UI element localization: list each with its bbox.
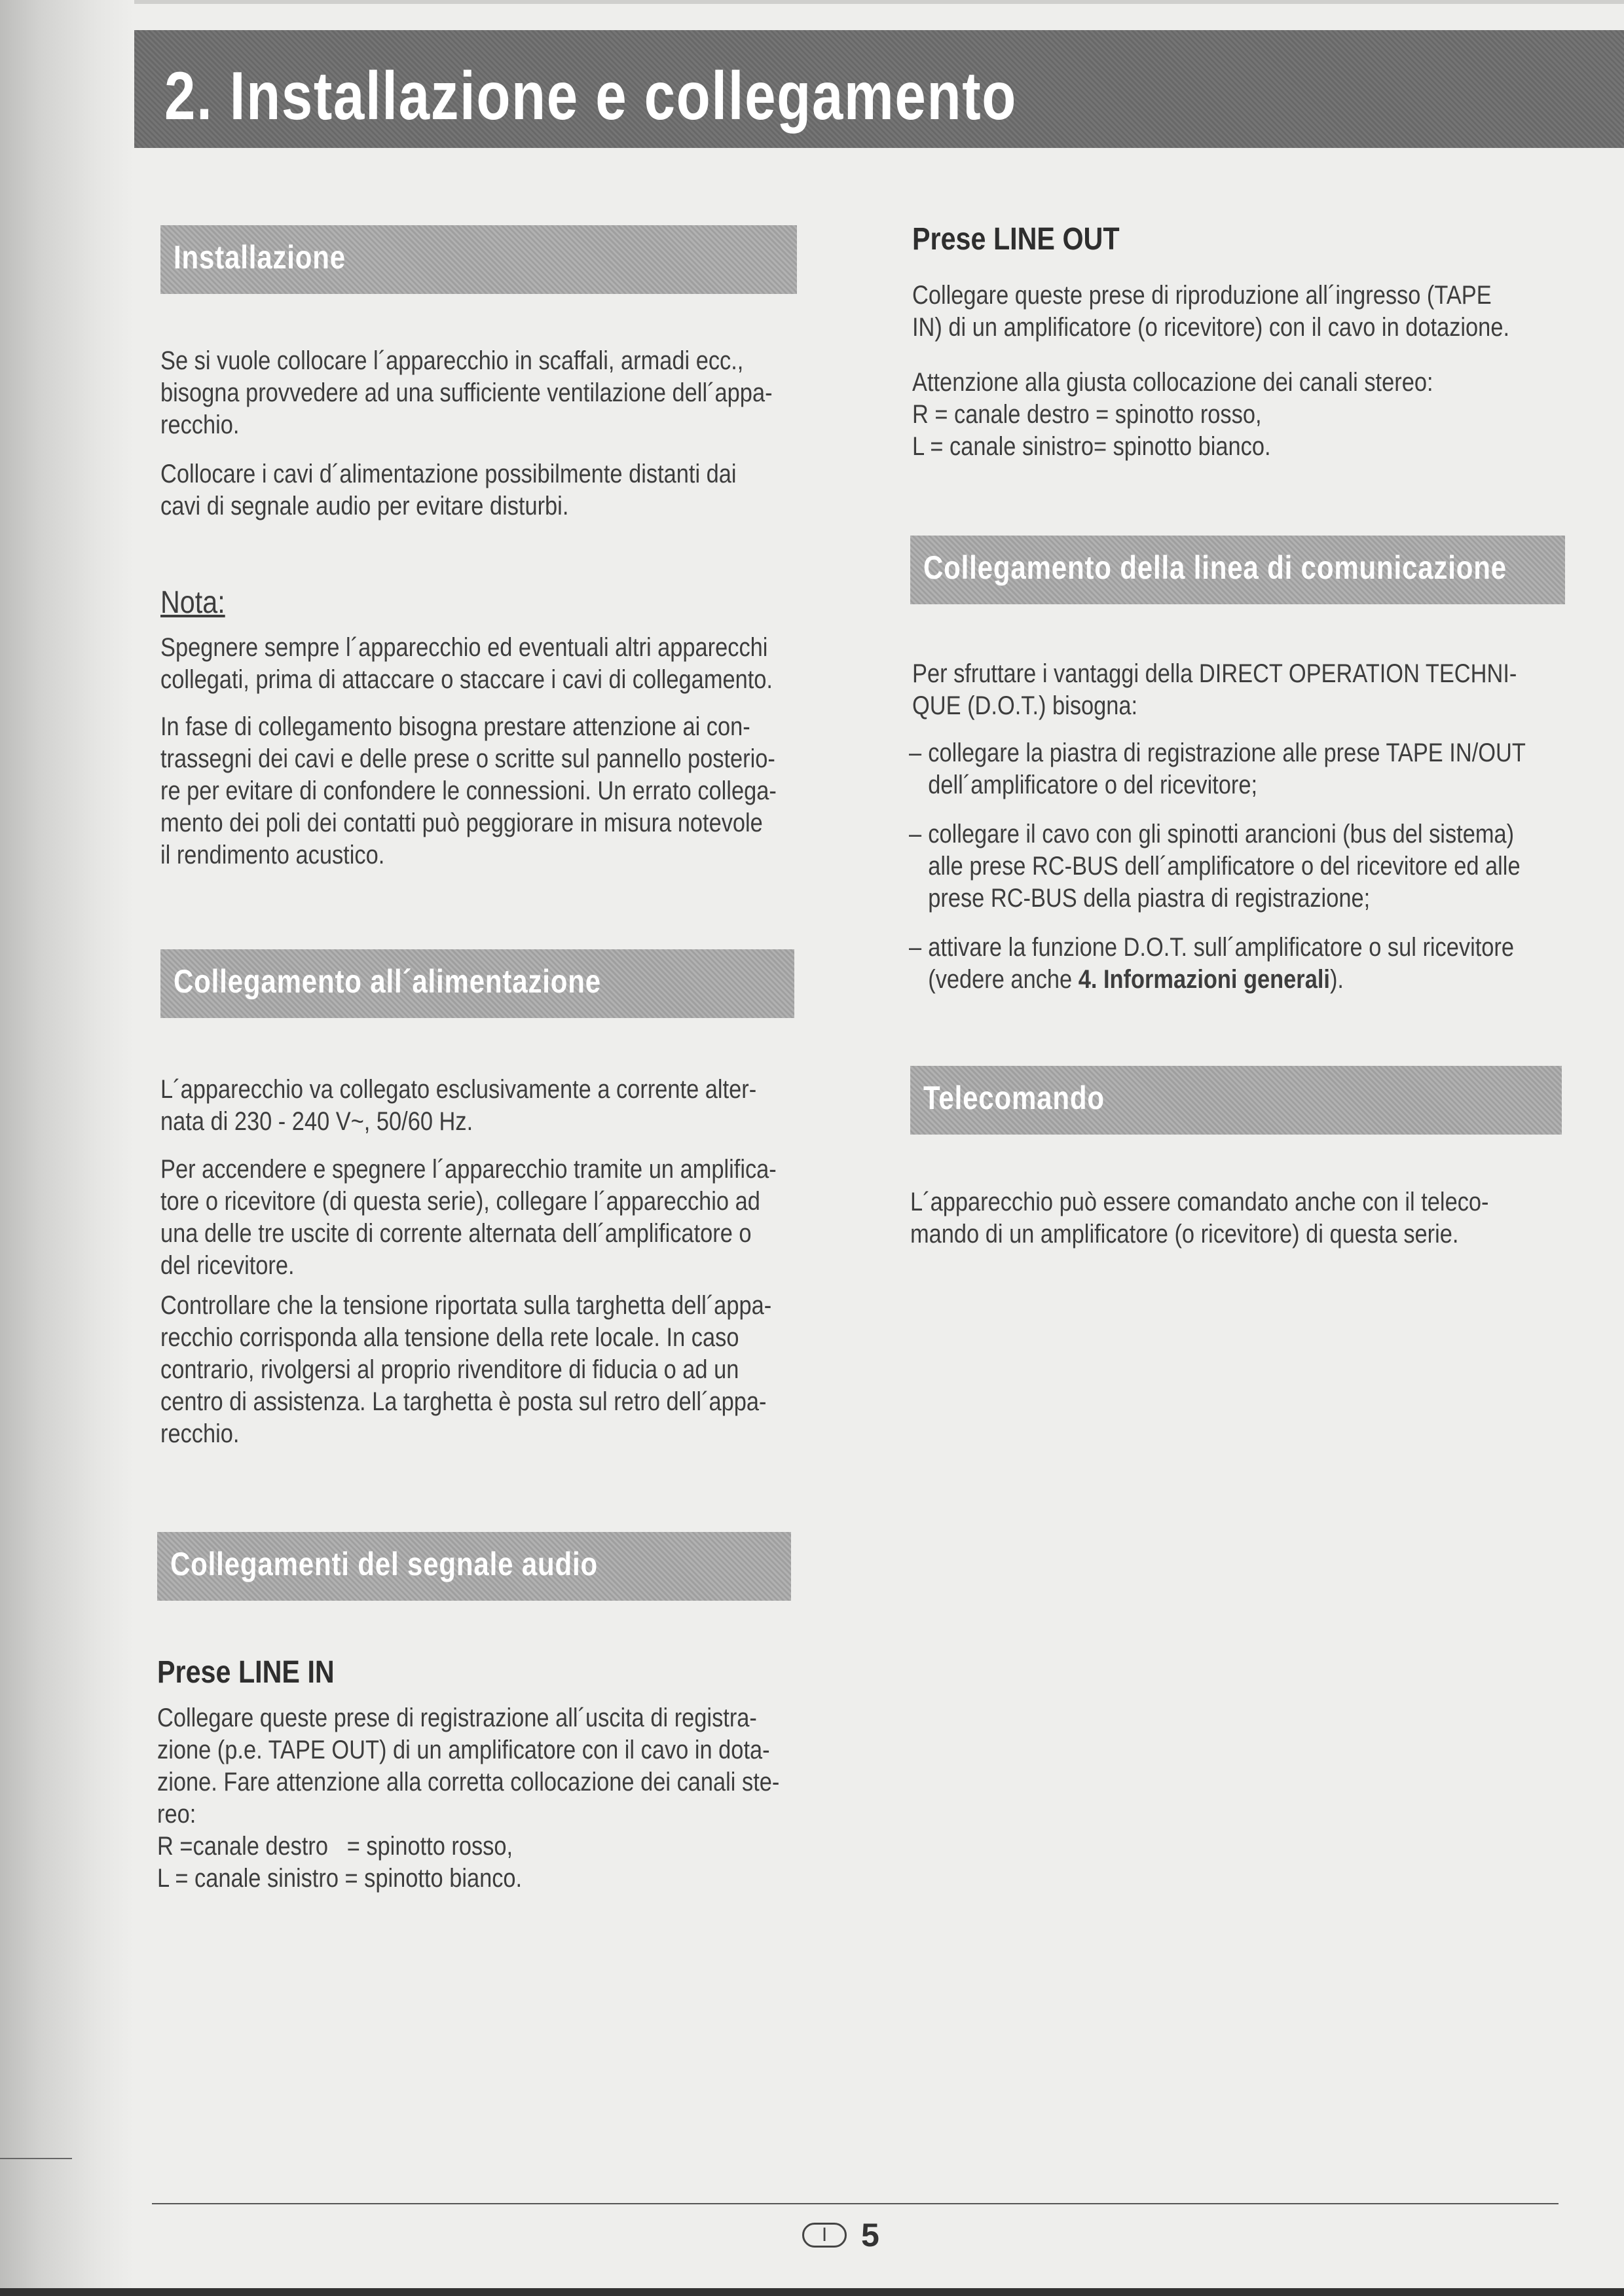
see-also-prefix: (vedere anche: [928, 965, 1079, 994]
section-bar-comunicazione: [910, 536, 1565, 604]
text-line: [928, 964, 1560, 996]
text-line: mento dei poli dei contatti può peggiorare in misura notevole: [160, 809, 763, 837]
list-item: [909, 932, 1560, 996]
alimentazione-paragraph-2: [160, 1154, 794, 1282]
page-number-value: 5: [861, 2217, 879, 2253]
line-in-paragraph: [157, 1702, 792, 1895]
see-also-suffix: ).: [1329, 965, 1344, 994]
text-line: prese RC-BUS della piastra di registrazione;: [928, 884, 1371, 913]
list-item: [909, 737, 1560, 801]
page-bottom-edge: [0, 2288, 1624, 2296]
text-line: trassegni dei cavi e delle prese o scritte sul pannello posterio-: [160, 744, 775, 773]
subheading-line-out: Prese LINE OUT: [912, 222, 1120, 257]
text-line: cavi di segnale audio per evitare disturbi.: [160, 492, 569, 520]
text-line: alle prese RC-BUS dell´amplificatore o del ricevitore ed alle: [928, 852, 1521, 881]
text-line: il rendimento acustico.: [160, 841, 385, 869]
text-line: re per evitare di confondere le connessioni. Un errato collega-: [160, 776, 777, 805]
text-line: L = canale sinistro= spinotto bianco.: [912, 432, 1271, 461]
dash-bullet: –: [909, 738, 922, 767]
alimentazione-paragraph-1: [160, 1074, 794, 1138]
text-line: mando di un amplificatore (o ricevitore) di questa serie.: [910, 1220, 1459, 1248]
text-line: collegati, prima di attaccare o staccare i cavi di collegamento.: [160, 665, 773, 694]
section-bar-alimentazione: [160, 949, 794, 1018]
page-top-edge: [0, 0, 1624, 4]
nota-paragraph-1: [160, 632, 796, 696]
text-line: Per accendere e spegnere l´apparecchio tramite un amplifica-: [160, 1155, 777, 1184]
text-line: zione. Fare attenzione alla corretta collocazione dei canali ste-: [157, 1768, 780, 1796]
section-bar-audio: [157, 1532, 791, 1601]
alimentazione-paragraph-3: [160, 1290, 794, 1450]
text-line: Spegnere sempre l´apparecchio ed eventuali altri apparecchi: [160, 633, 768, 662]
margin-tick: [0, 2158, 72, 2159]
chapter-title: 2. Installazione e collegamento: [164, 58, 1017, 134]
text-line: dell´amplificatore o del ricevitore;: [928, 771, 1258, 799]
language-badge: I: [802, 2223, 847, 2248]
text-line: IN) di un amplificatore (o ricevitore) con il cavo in dotazione.: [912, 313, 1510, 342]
text-line: QUE (D.O.T.) bisogna:: [912, 691, 1138, 720]
text-line: bisogna provvedere ad una sufficiente ventilazione dell´appa-: [160, 378, 773, 407]
text-line: Collegare queste prese di riproduzione all´ingresso (TAPE: [912, 281, 1492, 310]
text-line: una delle tre uscite di corrente alternata dell´amplificatore o: [160, 1219, 752, 1248]
text-line: Collocare i cavi d´alimentazione possibilmente distanti dai: [160, 460, 737, 488]
text-line: Attenzione alla giusta collocazione dei canali stereo:: [912, 368, 1433, 397]
text-line: attivare la funzione D.O.T. sull´amplificatore o sul ricevitore: [928, 933, 1515, 962]
section-bar-telecomando: [910, 1066, 1562, 1135]
text-line: tore o ricevitore (di questa serie), collegare l´apparecchio ad: [160, 1187, 760, 1216]
subheading-line-in: Prese LINE IN: [157, 1655, 335, 1690]
text-line: centro di assistenza. La targhetta è posta sul retro dell´appa-: [160, 1387, 767, 1416]
chapter-title-bar: [134, 30, 1624, 148]
section-heading-audio: Collegamenti del segnale audio: [170, 1546, 599, 1582]
footer-rule: [152, 2203, 1559, 2204]
installazione-paragraph-2: [160, 458, 796, 522]
text-line: nata di 230 - 240 V~, 50/60 Hz.: [160, 1107, 473, 1136]
text-line: del ricevitore.: [160, 1251, 295, 1280]
installazione-paragraph-1: [160, 345, 796, 441]
line-out-paragraph-1: [912, 280, 1560, 344]
text-line: recchio corrisponda alla tensione della rete locale. In caso: [160, 1323, 739, 1352]
text-line: Controllare che la tensione riportata sulla targhetta dell´appa-: [160, 1291, 772, 1320]
text-line: Per sfruttare i vantaggi della DIRECT OPERATION TECHNI-: [912, 659, 1517, 688]
text-line: L´apparecchio può essere comandato anche con il teleco-: [910, 1188, 1489, 1216]
comunicazione-paragraph: [912, 658, 1560, 722]
text-line: recchio.: [160, 1419, 240, 1448]
telecomando-paragraph: [910, 1186, 1560, 1250]
section-bar-installazione: [160, 225, 797, 294]
section-heading-installazione: Installazione: [174, 239, 346, 276]
section-heading-alimentazione: Collegamento all´alimentazione: [174, 963, 601, 1000]
text-line: collegare il cavo con gli spinotti arancioni (bus del sistema): [928, 820, 1515, 848]
text-line: In fase di collegamento bisogna prestare attenzione ai con-: [160, 712, 750, 741]
see-also-reference: 4. Informazioni generali: [1078, 965, 1330, 994]
text-line: zione (p.e. TAPE OUT) di un amplificatore con il cavo in dota-: [157, 1736, 770, 1764]
text-line: R = canale destro = spinotto rosso,: [912, 400, 1262, 429]
dash-bullet: –: [909, 820, 922, 848]
page-number: [802, 2216, 879, 2254]
text-line: Collegare queste prese di registrazione all´uscita di registra-: [157, 1704, 757, 1732]
text-line: Se si vuole collocare l´apparecchio in scaffali, armadi ecc.,: [160, 346, 744, 375]
nota-paragraph-2: [160, 711, 796, 871]
section-heading-comunicazione: Collegamento della linea di comunicazione: [923, 549, 1507, 586]
text-line: R =canale destro = spinotto rosso,: [157, 1832, 513, 1861]
list-item: [909, 818, 1560, 915]
text-line: collegare la piastra di registrazione alle prese TAPE IN/OUT: [928, 738, 1526, 767]
text-line: L´apparecchio va collegato esclusivamente a corrente alter-: [160, 1075, 757, 1104]
line-out-paragraph-2: [912, 367, 1560, 463]
left-margin: [0, 0, 118, 2296]
text-line: reo:: [157, 1800, 196, 1829]
dash-bullet: –: [909, 933, 922, 962]
text-line: recchio.: [160, 410, 240, 439]
text-line: L = canale sinistro = spinotto bianco.: [157, 1864, 523, 1893]
text-line: contrario, rivolgersi al proprio rivenditore di fiducia o ad un: [160, 1355, 739, 1384]
nota-label: Nota:: [160, 585, 225, 620]
section-heading-telecomando: Telecomando: [923, 1080, 1105, 1116]
